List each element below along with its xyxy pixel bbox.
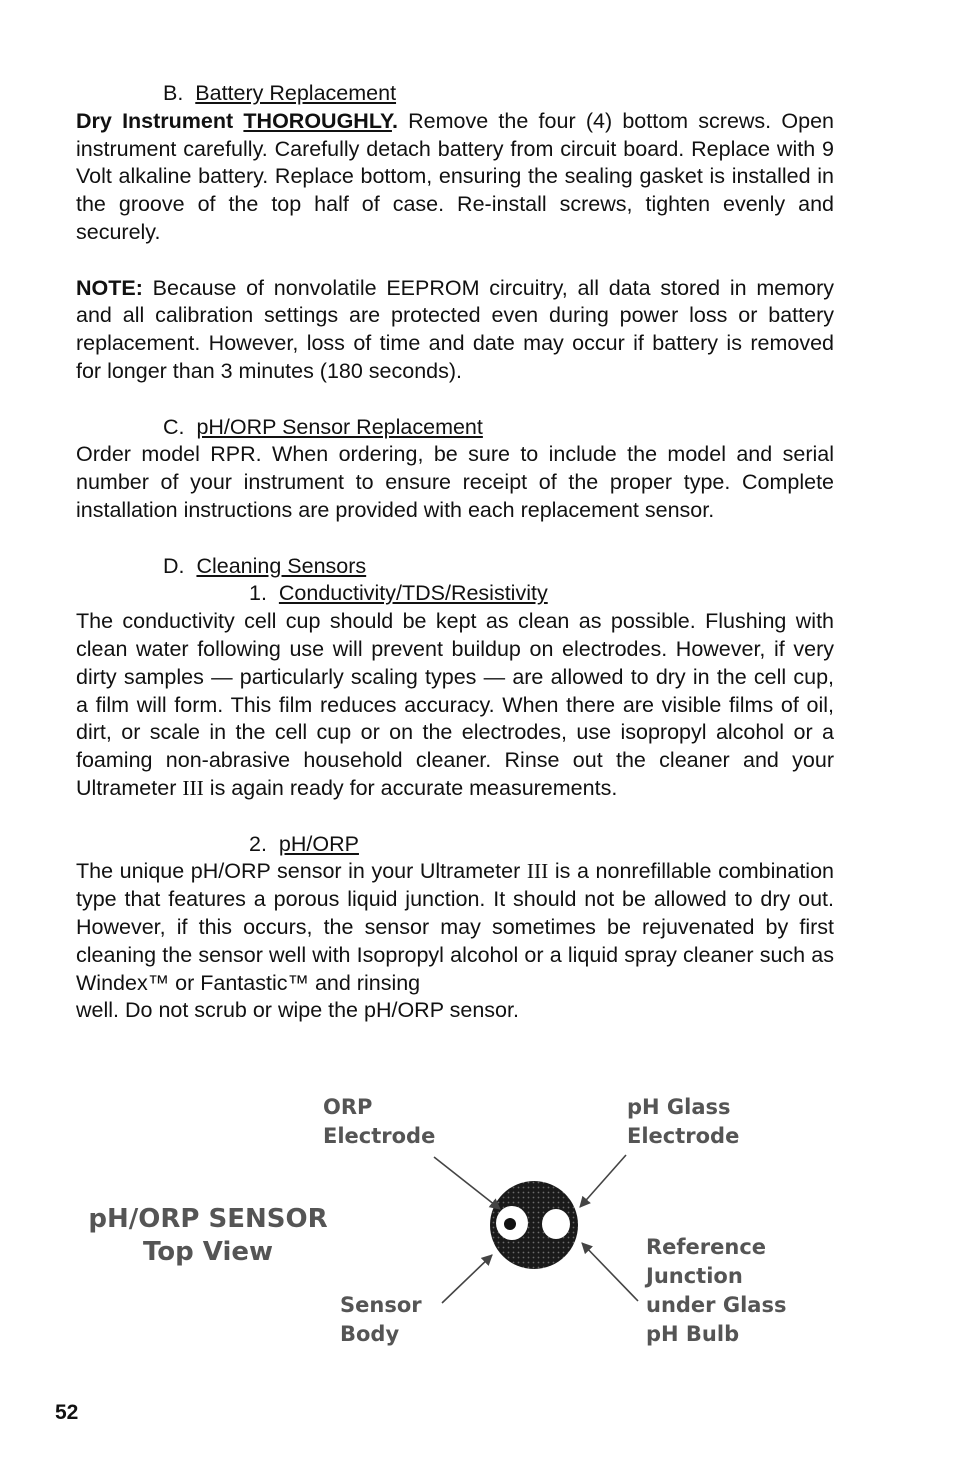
ph-glass-arrow <box>580 1155 626 1207</box>
subheading-title: Conductivity/TDS/Resistivity <box>278 581 548 606</box>
page-content <box>76 80 834 1025</box>
subheading-title: pH/ORP <box>278 831 359 856</box>
label-line: Body <box>340 1322 400 1346</box>
sensor-diagram <box>76 1085 836 1375</box>
text-run: The unique pH/ORP sensor in your Ultrameter <box>76 859 527 884</box>
ph-glass-electrode-label <box>627 1093 739 1151</box>
heading-letter: D. <box>163 553 185 578</box>
figure-title <box>86 1203 330 1269</box>
lead-bold: Dry Instrument <box>76 108 234 133</box>
heading-title: Cleaning Sensors <box>196 553 367 578</box>
subheading-number: 2. <box>249 831 267 856</box>
label-line: Reference <box>646 1235 767 1259</box>
note-paragraph <box>76 275 834 386</box>
label-line: Electrode <box>323 1124 436 1148</box>
label-line: under Glass <box>646 1293 787 1317</box>
heading-letter: B. <box>163 81 184 105</box>
conductivity-paragraph <box>76 608 834 803</box>
subheading-conductivity <box>76 580 834 608</box>
figure-title-line1: pH/ORP SENSOR <box>88 1204 328 1234</box>
sensor-body-arrow <box>442 1255 492 1303</box>
heading-letter: C. <box>163 414 185 439</box>
subheading-number: 1. <box>249 581 267 606</box>
battery-paragraph <box>76 108 834 247</box>
label-line: Junction <box>646 1264 743 1288</box>
roman-numeral: III <box>182 775 204 800</box>
section-heading-sensor-replacement <box>76 414 834 442</box>
section-heading-cleaning <box>76 553 834 581</box>
roman-numeral: III <box>526 859 549 884</box>
heading-title: Battery Replacement <box>195 81 397 105</box>
text-run: is again ready for accurate measurements. <box>203 775 618 800</box>
note-body: Because of nonvolatile EEPROM circuitry, all data stored in memory and all calibration settings are protected even during power loss or battery replacement. However, loss of time and date may occur if battery is removed for longer than 3 minutes (180 seconds). <box>76 275 834 383</box>
battery-body: Remove the four (4) bottom screws. Open instrument carefully. Carefully detach battery from circuit board. Replace with 9 Volt alkaline battery. Replace bottom, ensuring the sealing gasket is installed in the groove of the top half of case. Re-install screws, tighten evenly and securely. <box>76 108 834 244</box>
orp-electrode-center <box>504 1218 516 1230</box>
sensor-body-label <box>340 1291 422 1349</box>
heading-title: pH/ORP Sensor Replacement <box>196 414 483 439</box>
lead-bold-underline: THOROUGHLY <box>243 108 392 133</box>
reference-junction-label <box>646 1233 786 1349</box>
label-line: pH Glass <box>627 1095 731 1119</box>
page-number: 52 <box>55 1401 79 1424</box>
text-run: The conductivity cell cup should be kept as clean as possible. Flushing with clean water following use will prevent buildup on electrodes. However, if very dirty samples — particularly scaling types — are allowed to dry in the cell cup, a film will form. This film reduces accuracy. When there are visible films of oil, dirt, or scale in the cell cup or on the electrodes, use isopropyl alcohol or a foaming non-abrasive household cleaner. Rinse out the cleaner and your Ultrameter <box>76 609 834 800</box>
label-line: Sensor <box>340 1293 422 1317</box>
orp-electrode-label <box>323 1093 435 1151</box>
label-line: ORP <box>323 1095 373 1119</box>
reference-junction-arrow <box>582 1243 638 1301</box>
note-label: NOTE: <box>76 275 143 300</box>
label-line: pH Bulb <box>646 1322 740 1346</box>
ph-orp-paragraph <box>76 858 834 997</box>
orp-arrow <box>434 1157 500 1209</box>
lead-period: . <box>391 108 398 133</box>
sensor-replacement-paragraph: Order model RPR. When ordering, be sure to include the model and serial number of your instrument to ensure receipt of the proper type. Complete installation instructions are provided with each replacement sensor. <box>76 442 834 522</box>
ph-orp-paragraph-last-line: well. Do not scrub or wipe the pH/ORP sensor. <box>76 998 519 1023</box>
ph-glass-electrode <box>542 1209 570 1239</box>
text-run: is a nonrefillable combination type that features a porous liquid junction. It should not be allowed to dry out. However, if this occurs, the sensor may sometimes be rejuvenated by first cleaning the sensor well with Isopropyl alcohol or a liquid spray cleaner such as Windex™ or Fantastic™ and rinsing <box>76 859 834 995</box>
figure-title-line2: Top View <box>142 1237 274 1267</box>
subheading-ph-orp <box>76 831 834 859</box>
label-line: Electrode <box>627 1124 740 1148</box>
section-heading-battery <box>76 80 834 108</box>
